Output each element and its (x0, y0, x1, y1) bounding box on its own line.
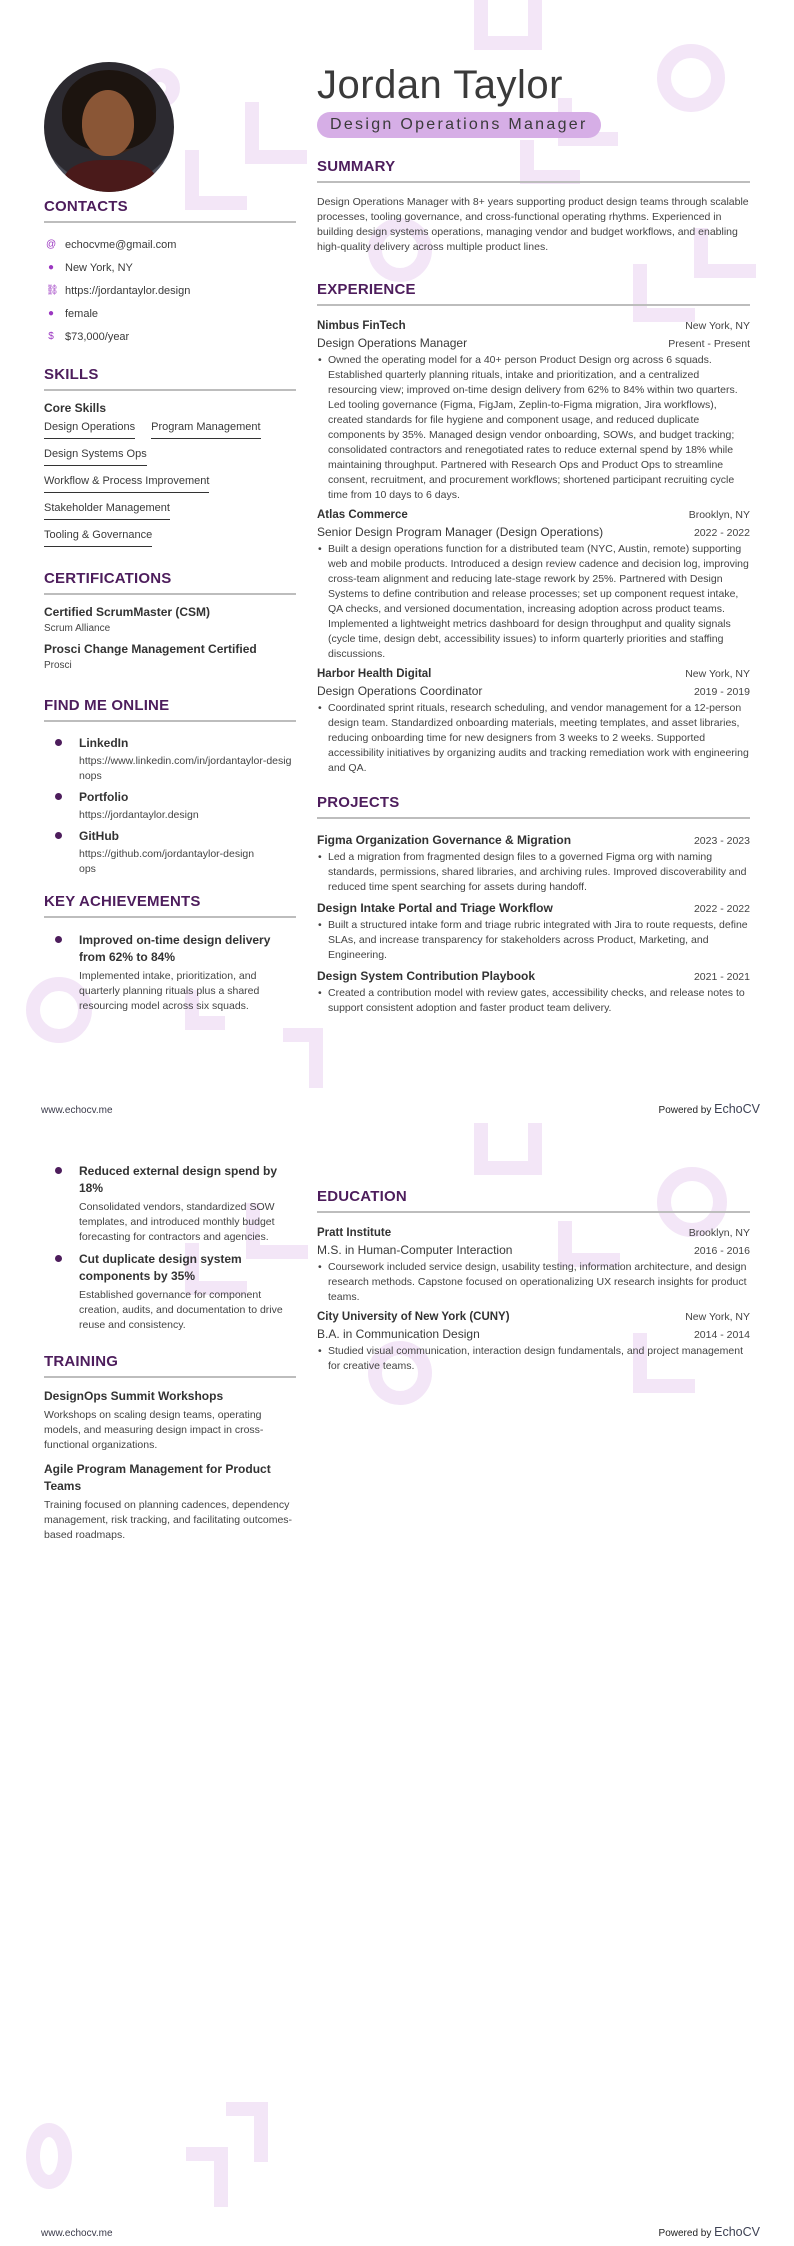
job-title: Design Operations Coordinator (317, 684, 483, 698)
brand-name[interactable]: EchoCV (714, 1102, 760, 1116)
achievement-title: Improved on-time design delivery from 62% to 84% (79, 933, 271, 964)
contact-location-value: New York, NY (65, 261, 133, 274)
role-badge: Design Operations Manager (317, 112, 601, 138)
training-desc: Workshops on scaling design teams, operating models, and measuring design impact in cross-functional organizations. (44, 1409, 264, 1451)
avatar (44, 62, 174, 192)
avatar-body (64, 160, 156, 192)
projects-section (317, 794, 750, 1016)
skill-tag: Program Management (151, 419, 260, 439)
summary-text: Design Operations Manager with 8+ years supporting product design teams through scalable processes, tooling governance, and cross-functional operating rhythms. Experienced in building design systems operations, managing vendor and budget workflows, and enabling high-quality delivery across multiple product lines. (317, 196, 749, 253)
job-bullet: • Built a design operations function for a distributed team (NYC, Austin, remote) supporting web and mobile products. Introduced a design review cadence and decision log, improving cross-team alignment and reducing late-stage rework by 25%. Partnered with Design Systems to define contribution and release processes; set up component request intake, QA checks, and versioned documentation, increasing adoption across product teams. Implemented a lightweight metrics dashboard for design throughput and quality signals (cycle time, design debt, accessibility issues) to inform quarterly priorities and staffing discussions. (317, 542, 750, 662)
achievement-item (44, 932, 296, 1014)
skill-tag: Tooling & Governance (44, 527, 152, 547)
project-item (317, 833, 750, 895)
company-name: Atlas Commerce (317, 509, 408, 521)
decor-ring (26, 2123, 72, 2189)
footer-powered (659, 1102, 760, 1116)
powered-by-label: Powered by (658, 1105, 712, 1116)
training-name: Agile Program Management for Product Teams (44, 1462, 271, 1493)
contact-website[interactable] (44, 279, 296, 302)
skill-tag: Design Systems Ops (44, 446, 147, 466)
project-dates: 2021 - 2021 (693, 971, 750, 983)
bullet-dot-icon (55, 936, 62, 943)
education-bullet: • Studied visual communication, interaction design fundamentals, and project management for creative teams. (317, 1344, 750, 1374)
degree: B.A. in Communication Design (317, 1327, 480, 1341)
project-bullet: • Built a structured intake form and triage rubric integrated with Jira to route requests, define SLAs, and increase transparency for stakeholders across Product, Marketing, and Engineering. (317, 918, 750, 963)
contacts-section (44, 198, 296, 348)
cert-name: Prosci Change Management Certified (44, 642, 257, 656)
experience-title: EXPERIENCE (317, 281, 750, 306)
cert-org: Scrum Alliance (44, 623, 111, 634)
bullet-dot-icon (55, 793, 62, 800)
project-name: Figma Organization Governance & Migration (317, 833, 572, 847)
skill-tag: Design Operations (44, 419, 135, 439)
achievements-title: KEY ACHIEVEMENTS (44, 893, 296, 918)
summary-section (317, 158, 750, 255)
project-dates: 2022 - 2022 (693, 903, 750, 915)
online-item-portfolio (44, 790, 296, 823)
project-item (317, 901, 750, 963)
cert-name: Certified ScrumMaster (CSM) (44, 605, 211, 619)
footer-site-link[interactable]: www.echocv.me (41, 1105, 113, 1116)
achievement-desc: Consolidated vendors, standardized SOW templates, and introduced monthly budget forecasting for contractors and agencies. (79, 1201, 275, 1243)
project-bullet: • Created a contribution model with review gates, accessibility checks, and release notes to support consistent adoption and faster product team delivery. (317, 986, 750, 1016)
at-icon: @ (46, 239, 57, 250)
school-location: New York, NY (685, 1311, 750, 1323)
experience-item (317, 320, 750, 503)
achievement-desc: Established governance for component creation, audits, and documentation to drive reuse and consistency. (79, 1289, 283, 1331)
location-pin-icon: ● (47, 262, 55, 273)
education-bullet: • Coursework included service design, usability testing, information architecture, and design research methods. Capstone focused on operationalizing UX research insights for product teams. (317, 1260, 750, 1305)
education-item (317, 1227, 750, 1305)
skills-list (44, 419, 296, 554)
bullet-dot-icon (55, 1167, 62, 1174)
decor-u-shape (474, 0, 542, 50)
training-desc: Training focused on planning cadences, dependency management, risk tracking, and facilitating outcomes-based roadmaps. (44, 1499, 293, 1541)
online-title: FIND ME ONLINE (44, 697, 296, 722)
job-title: Senior Design Program Manager (Design Operations) (317, 525, 604, 539)
experience-item (317, 668, 750, 776)
training-name: DesignOps Summit Workshops (44, 1389, 224, 1403)
bullet-dot-icon (55, 832, 62, 839)
bullet-dot-icon (55, 1255, 62, 1262)
education-dates: 2014 - 2014 (693, 1329, 750, 1341)
school-name: City University of New York (CUNY) (317, 1311, 510, 1323)
experience-section (317, 281, 750, 776)
resume-page-2 (0, 1123, 794, 2246)
job-location: New York, NY (685, 320, 750, 332)
job-title: Design Operations Manager (317, 336, 468, 350)
job-dates: 2019 - 2019 (693, 686, 750, 698)
experience-item (317, 509, 750, 662)
contact-location (44, 256, 296, 279)
contact-gender (44, 302, 296, 325)
achievement-title: Reduced external design spend by 18% (79, 1164, 278, 1195)
achievement-title: Cut duplicate design system components by 35% (79, 1252, 242, 1283)
decor-l-shape (186, 2147, 228, 2207)
online-url[interactable]: https://github.com/jordantaylor-designops (79, 848, 255, 875)
candidate-name: Jordan Taylor (317, 63, 563, 107)
project-dates: 2023 - 2023 (693, 835, 750, 847)
project-bullet: • Led a migration from fragmented design files to a governed Figma org with naming standards, permissions, shared libraries, and archiving rules. Improved discoverability and reduced time spent searching for assets during handoff. (317, 850, 750, 895)
training-section (44, 1353, 296, 1543)
footer-powered (659, 2225, 760, 2239)
online-url[interactable]: https://jordantaylor.design (79, 809, 199, 821)
contact-email-value: echocvme@gmail.com (65, 238, 177, 251)
job-bullet: • Owned the operating model for a 40+ person Product Design org across 6 squads. Established quarterly planning rituals, intake and prioritization, and a centralized resourcing view; improved on-time design delivery from 62% to 84% within two quarters. Led tooling governance (Figma, FigJam, Zeplin-to-Figma migration, Jira workflows), created standards for file hygiene and component usage, and reduced duplicate components by 35%. Managed design vendor onboarding, SOWs, and budget tracking; consolidated contractors and renegotiated rates to reduce external spend by 18% while maintaining throughput. Partnered with Research Ops and Product Ops to streamline consent, recruitment, and procurement workflows; shortened participant recruiting cycle time from 10 days to 6 days. (317, 353, 750, 503)
link-icon: ⛓ (46, 285, 59, 296)
online-label: LinkedIn (79, 736, 129, 750)
achievement-item (44, 1251, 296, 1333)
training-title: TRAINING (44, 1353, 296, 1378)
certifications-title: CERTIFICATIONS (44, 570, 296, 595)
achievement-item (44, 1163, 296, 1245)
powered-by-label: Powered by (658, 2228, 712, 2239)
person-icon: ● (47, 308, 55, 319)
skills-section (44, 366, 296, 554)
contact-gender-value: female (65, 307, 99, 320)
job-dates: Present - Present (668, 338, 750, 350)
contact-salary-value: $73,000/year (65, 330, 130, 343)
certifications-section (44, 570, 296, 671)
online-section (44, 697, 296, 877)
skill-tag: Stakeholder Management (44, 500, 170, 520)
project-name: Design System Contribution Playbook (317, 969, 536, 983)
cert-org: Prosci (44, 660, 72, 671)
contact-website-value: https://jordantaylor.design (65, 284, 191, 297)
achievements-section (44, 893, 296, 1014)
footer-site-link[interactable]: www.echocv.me (41, 2228, 113, 2239)
brand-name[interactable]: EchoCV (714, 2225, 760, 2239)
projects-title: PROJECTS (317, 794, 750, 819)
job-dates: 2022 - 2022 (693, 527, 750, 539)
online-url[interactable]: https://www.linkedin.com/in/jordantaylor-designops (79, 755, 292, 782)
online-label: Portfolio (79, 790, 129, 804)
job-location: Brooklyn, NY (688, 509, 750, 521)
contact-salary (44, 325, 296, 348)
school-name: Pratt Institute (317, 1227, 392, 1239)
school-location: Brooklyn, NY (688, 1227, 750, 1239)
project-item (317, 969, 750, 1016)
job-bullet: • Coordinated sprint rituals, research scheduling, and vendor management for a 12-person design team. Standardized onboarding materials, meeting templates, and asset libraries, reducing onboarding time for new designers from 3 weeks to 2 weeks. Supported accessibility initiatives by organizing audits and tracking remediation work with engineering and QA. (317, 701, 750, 776)
decor-l-shape (226, 2102, 268, 2162)
summary-title: SUMMARY (317, 158, 750, 183)
avatar-face (82, 90, 134, 156)
education-dates: 2016 - 2016 (693, 1245, 750, 1257)
degree: M.S. in Human-Computer Interaction (317, 1243, 513, 1257)
online-item-github (44, 829, 296, 877)
achievement-desc: Implemented intake, prioritization, and quarterly planning rituals plus a shared resourcing model across six squads. (79, 970, 260, 1012)
project-name: Design Intake Portal and Triage Workflow (317, 901, 553, 915)
decor-u-shape (474, 1123, 542, 1175)
education-title: EDUCATION (317, 1188, 750, 1213)
contacts-title: CONTACTS (44, 198, 296, 223)
bullet-dot-icon (55, 739, 62, 746)
contact-email[interactable] (44, 233, 296, 256)
online-item-linkedin (44, 736, 296, 784)
company-name: Harbor Health Digital (317, 668, 432, 680)
education-item (317, 1311, 750, 1374)
skill-group-title: Core Skills (44, 401, 107, 415)
job-location: New York, NY (685, 668, 750, 680)
skill-tag: Workflow & Process Improvement (44, 473, 209, 493)
decor-l-shape (283, 1028, 323, 1088)
online-label: GitHub (79, 829, 119, 843)
education-section (317, 1188, 750, 1374)
company-name: Nimbus FinTech (317, 320, 406, 332)
skills-title: SKILLS (44, 366, 296, 391)
dollar-icon: $ (48, 331, 54, 342)
